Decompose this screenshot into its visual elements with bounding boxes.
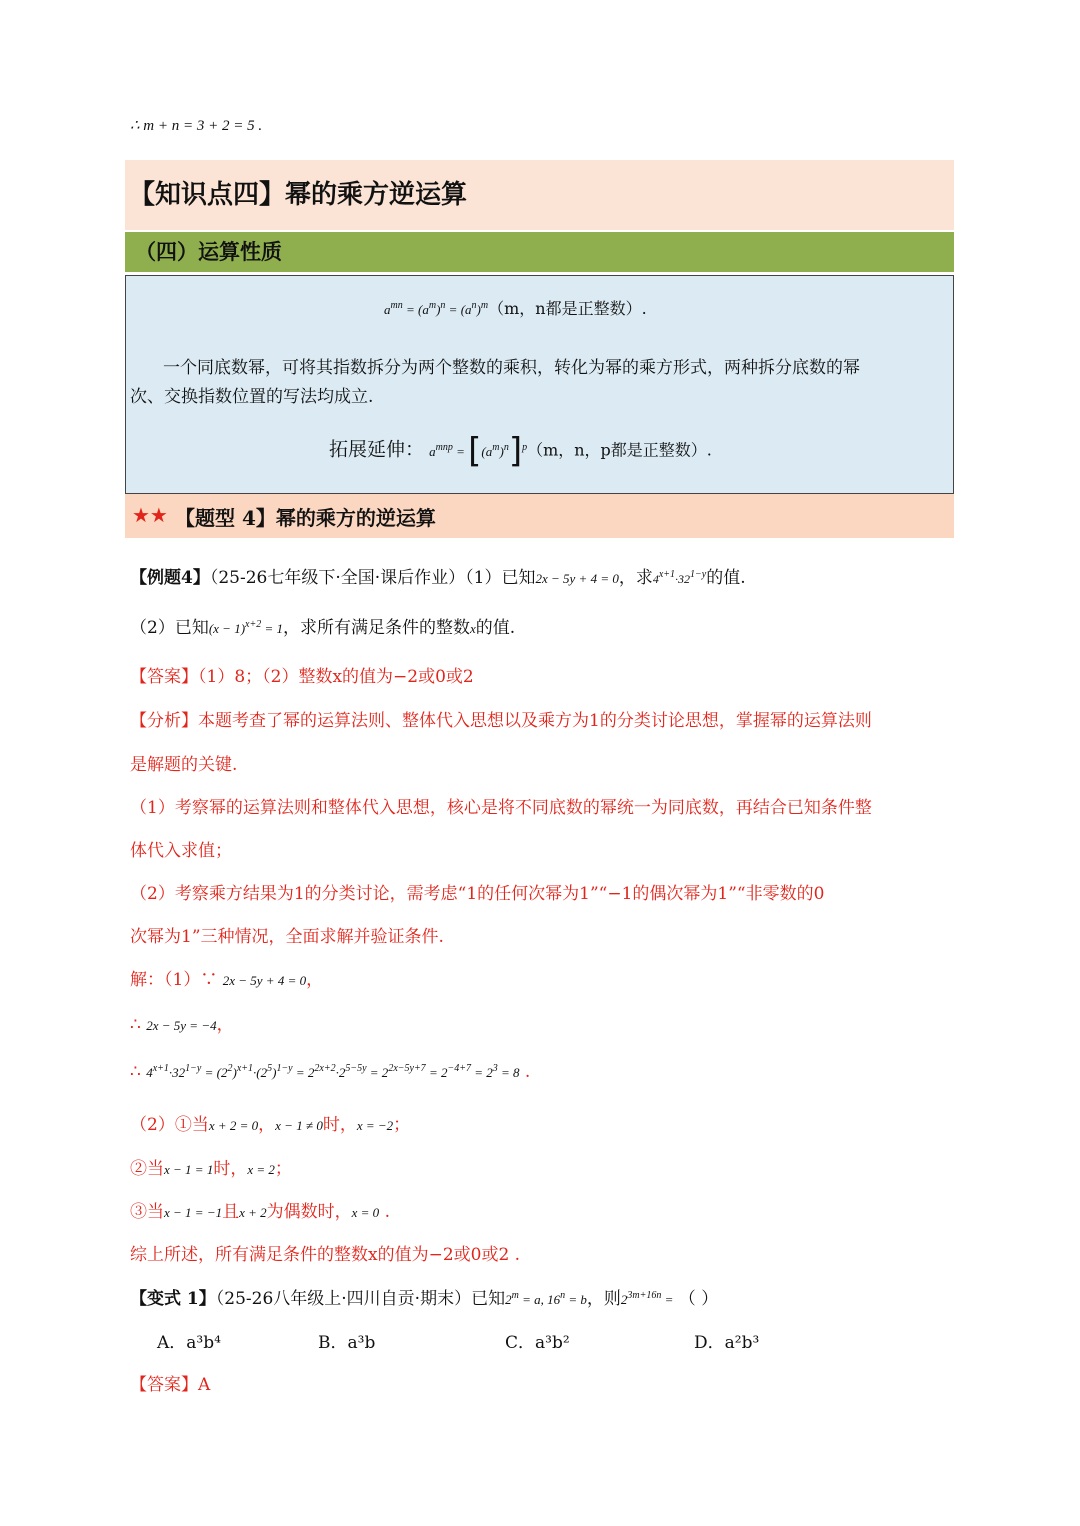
previous-solution-line: ∴ m + n = 3 + 2 = 5 . (130, 118, 263, 134)
solution-step4: （2）①当x + 2 = 0，x − 1 ≠ 0时，x = −2； (130, 1115, 411, 1135)
variant-question: 【变式 1】（25-26八年级上·四川自贡·期末）已知$2^m = a$, $16^n = b$，则$2^{3m+16n}$ = （ ） (130, 1289, 719, 1309)
example-question-part2: （2）已知$(x - 1)^{x+2} = 1$，求所有满足条件的整数x的值. (130, 618, 516, 638)
example-answer: 【答案】（1）8；（2）整数x的值为−2或0或2 (130, 667, 474, 687)
extension-formula: 拓展延伸： $a^{mnp} = [(a^m)^n]^p(m$，n，p都是正整数）. (329, 431, 712, 471)
option-b: B．a³b (318, 1333, 376, 1353)
option-a: A．a³b⁴ (157, 1333, 221, 1353)
solution-step3: ∴ $4^{x+1}\cdot 32^{1-y} = (2^2)^{x+1}\cdot(2^5)^{1-y} = 2^{2x+2}\cdot 2^{5-5y} = 2^{2x-5y+7} = 2^{-4+7} = 2^3 = 8$ . (130, 1062, 531, 1082)
knowledge-point-header (125, 160, 954, 230)
variant-answer: 【答案】A (130, 1375, 211, 1395)
property-subtitle: （四）运算性质 (135, 239, 282, 264)
analysis-line2: 是解题的关键. (130, 755, 238, 775)
analysis-line3: （1）考察幂的运算法则和整体代入思想，核心是将不同底数的幂统一为同底数，再结合已知条件整 (130, 798, 872, 818)
solution-conclusion: 综上所述，所有满足条件的整数x的值为−2或0或2 . (130, 1245, 521, 1265)
example-question: 【例题4】（25-26七年级下·全国·课后作业）（1）已知2x − 5y + 4 = 0，求$4^{x+1}\cdot 32^{1-y}$的值. (130, 568, 746, 588)
extension-label: 拓展延伸： (329, 438, 425, 461)
knowledge-point-title: 【知识点四】幂的乘方逆运算 (129, 180, 468, 210)
solution-step1: 解：（1）∵ 2x − 5y + 4 = 0， (130, 970, 324, 990)
property-box (125, 275, 954, 494)
solution-step5: ②当x − 1 = 1时，x = 2； (130, 1159, 292, 1179)
question-type-header (125, 494, 954, 538)
solution-step6: ③当x − 1 = −1且x + 2为偶数时，x = 0 . (130, 1202, 390, 1222)
power-formula: $a^{mn} = (a^m)^n = (a^n)^m(m$，n都是正整数）. (384, 299, 647, 318)
property-subheader (125, 232, 954, 272)
analysis-line4: 体代入求值； (130, 841, 232, 861)
difficulty-stars: ★★ (132, 503, 168, 527)
solution-step2: ∴ 2x − 5y = −4， (130, 1015, 234, 1035)
analysis-line1: 【分析】本题考查了幂的运算法则、整体代入思想以及乘方为1的分类讨论思想，掌握幂的运算法则 (130, 711, 872, 731)
analysis-line5: （2）考察乘方结果为1的分类讨论，需考虑“1的任何次幂为1”“−1的偶次幂为1”“非零数的0 (130, 884, 825, 904)
option-c: C．a³b² (505, 1333, 570, 1353)
property-paragraph-line1: 一个同底数幂，可将其指数拆分为两个整数的乘积，转化为幂的乘方形式，两种拆分底数的幂 (163, 358, 860, 378)
property-paragraph-line2: 次、交换指数位置的写法均成立. (130, 387, 374, 407)
analysis-line6: 次幂为1”三种情况，全面求解并验证条件. (130, 927, 444, 947)
option-d: D．a²b³ (694, 1333, 760, 1353)
question-type-title: 【题型 4】幂的乘方的逆运算 (175, 506, 436, 530)
